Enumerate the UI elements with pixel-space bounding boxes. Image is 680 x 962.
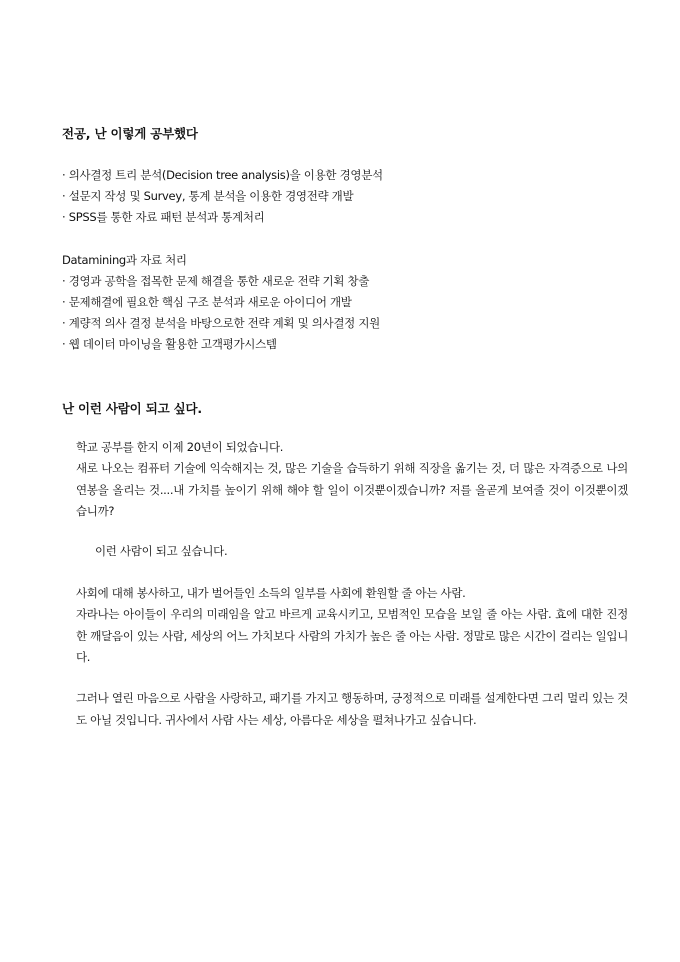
paragraph-children: 자라나는 아이들이 우리의 미래임을 알고 바르게 교육시키고, 모범적인 모습을 보일 줄 아는 사람. 효에 대한 진정한 깨달음이 있는 사람, 세상의 어느 가치보다 사람의 가치가 높은 줄 아는 사람. 정말로 많은 시간이 걸리는 일입니다. bbox=[76, 607, 628, 664]
list-item-major-1: · 의사결정 트리 분석(Decision tree analysis)을 이용한 경영분석 bbox=[62, 168, 383, 182]
paragraph-open-mind: 그러나 열린 마음으로 사람을 사랑하고, 패기를 가지고 행동하며, 긍정적으로 미래를 설계한다면 그리 멀리 있는 것도 아닐 것입니다. 귀사에서 사람 사는 세상, 아름다운 세상을 펼쳐나가고 싶습니다. bbox=[76, 691, 628, 727]
paragraph-want-to-be: 이런 사람이 되고 싶습니다. bbox=[95, 544, 228, 558]
paragraph-service: 사회에 대해 봉사하고, 내가 벌어들인 소득의 일부를 사회에 환원할 줄 아는 사람. bbox=[76, 586, 466, 600]
section-title-major: 전공, 난 이렇게 공부했다 bbox=[62, 126, 198, 141]
list-item-datamining-3: · 계량적 의사 결정 분석을 바탕으로한 전략 계획 및 의사결정 지원 bbox=[62, 316, 380, 330]
paragraph-values: 새로 나오는 컴퓨터 기술에 익숙해지는 것, 많은 기술을 습득하기 위해 직장을 옮기는 것, 더 많은 자격증으로 나의 연봉을 올리는 것....내 가치를 높이기 위해 해야 할 일이 이것뿐이겠습니까? 저를 올곧게 보여줄 것이 이것뿐이겠습니까? bbox=[76, 461, 628, 518]
list-item-major-2: · 설문지 작성 및 Survey, 통계 분석을 이용한 경영전략 개발 bbox=[62, 189, 354, 203]
paragraph-study-years: 학교 공부를 한지 이제 20년이 되었습니다. bbox=[76, 440, 284, 454]
list-item-datamining-2: · 문제해결에 필요한 핵심 구조 분석과 새로운 아이디어 개발 bbox=[62, 295, 352, 309]
list-item-datamining-1: · 경영과 공학을 접목한 문제 해결을 통한 새로운 전략 기획 창출 bbox=[62, 274, 370, 288]
section-title-aspiration: 난 이런 사람이 되고 싶다. bbox=[62, 401, 202, 416]
subsection-title-datamining: Datamining과 자료 처리 bbox=[62, 253, 187, 267]
list-item-major-3: · SPSS를 통한 자료 패턴 분석과 통계처리 bbox=[62, 210, 265, 224]
list-item-datamining-4: · 웹 데이터 마이닝을 활용한 고객평가시스템 bbox=[62, 337, 277, 351]
